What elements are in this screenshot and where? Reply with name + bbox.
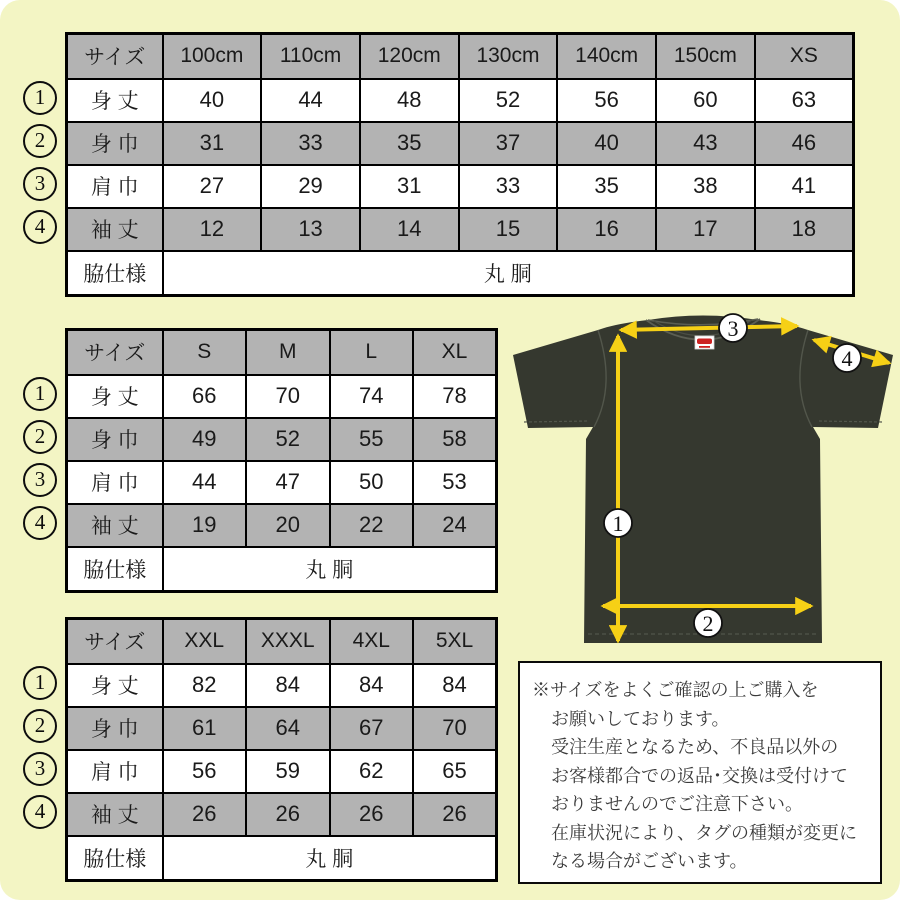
measurement-value: 27 — [163, 165, 262, 208]
measurement-value: 56 — [557, 79, 656, 122]
column-header-L: L — [330, 330, 414, 375]
notice-line: なる場合がございます。 — [551, 851, 748, 871]
measurement-value: 44 — [261, 79, 360, 122]
measurement-value: 70 — [246, 375, 330, 418]
size-header-cell: サイズ — [67, 330, 163, 375]
measurement-value: 22 — [330, 504, 414, 547]
measurement-value: 37 — [459, 122, 558, 165]
measurement-value: 13 — [261, 208, 360, 251]
row-marker-circled-2: 2 — [23, 420, 57, 454]
row-marker-circled-2: 2 — [23, 124, 57, 158]
measurement-value: 53 — [413, 461, 497, 504]
measurement-value: 46 — [755, 122, 854, 165]
size-table — [65, 32, 855, 297]
measurement-value: 49 — [163, 418, 247, 461]
measurement-value: 52 — [459, 79, 558, 122]
measurement-value: 67 — [330, 707, 414, 750]
column-header-120cm: 120cm — [360, 34, 459, 79]
measurement-value: 40 — [163, 79, 262, 122]
notice-line: ※サイズをよくご確認の上ご購入を — [532, 680, 819, 700]
measurement-value: 41 — [755, 165, 854, 208]
measurement-value: 35 — [557, 165, 656, 208]
row-label: 袖 丈 — [67, 208, 163, 251]
table-row — [67, 461, 497, 504]
column-header-140cm: 140cm — [557, 34, 656, 79]
table-row — [67, 793, 497, 836]
row-label: 身 丈 — [67, 375, 163, 418]
measurement-value: 84 — [246, 664, 330, 707]
size-table — [65, 617, 498, 882]
size-table — [65, 328, 498, 593]
measurement-value: 59 — [246, 750, 330, 793]
size-header-cell: サイズ — [67, 619, 163, 664]
measurement-value: 35 — [360, 122, 459, 165]
row-label: 身 巾 — [67, 122, 163, 165]
measurement-value: 24 — [413, 504, 497, 547]
measurement-value: 65 — [413, 750, 497, 793]
measurement-value: 64 — [246, 707, 330, 750]
measurement-value: 29 — [261, 165, 360, 208]
measurement-value: 62 — [330, 750, 414, 793]
row-label: 肩 巾 — [67, 750, 163, 793]
measurement-value: 74 — [330, 375, 414, 418]
table-row — [67, 122, 854, 165]
notice-line: 在庫状況により、タグの種類が変更に — [551, 822, 857, 843]
column-header-130cm: 130cm — [459, 34, 558, 79]
row-marker-circled-2: 2 — [23, 709, 57, 743]
row-label: 肩 巾 — [67, 165, 163, 208]
purchase-notice-box — [518, 661, 882, 884]
measurement-value: 56 — [163, 750, 247, 793]
measurement-value: 31 — [360, 165, 459, 208]
row-marker-rail — [22, 617, 62, 880]
row-marker-rail — [22, 328, 62, 591]
tshirt-measurement-diagram — [500, 306, 900, 658]
measurement-value: 84 — [413, 664, 497, 707]
measurement-value: 26 — [330, 793, 414, 836]
measurement-value: 58 — [413, 418, 497, 461]
row-label: 身 巾 — [67, 707, 163, 750]
table-row — [67, 707, 497, 750]
diagram-marker-2 — [694, 609, 722, 637]
notice-line: お願いしております。 — [551, 708, 730, 729]
tshirt-illustration — [500, 306, 900, 658]
notice-line: おりませんのでご注意下さい。 — [551, 794, 803, 814]
measurement-value: 52 — [246, 418, 330, 461]
measurement-value: 78 — [413, 375, 497, 418]
row-marker-circled-4: 4 — [23, 210, 57, 244]
row-label: 身 丈 — [67, 664, 163, 707]
row-label: 袖 丈 — [67, 504, 163, 547]
measurement-value: 40 — [557, 122, 656, 165]
measurement-value: 20 — [246, 504, 330, 547]
measurement-value: 38 — [656, 165, 755, 208]
svg-text:4: 4 — [841, 345, 853, 371]
measurement-value: 48 — [360, 79, 459, 122]
measurement-value: 15 — [459, 208, 558, 251]
column-header-100cm: 100cm — [163, 34, 262, 79]
size-header-cell: サイズ — [67, 34, 163, 79]
table-row — [67, 165, 854, 208]
measurement-value: 26 — [413, 793, 497, 836]
row-marker-circled-3: 3 — [23, 167, 57, 201]
table-row — [67, 664, 497, 707]
measurement-value: 60 — [656, 79, 755, 122]
measurement-value: 31 — [163, 122, 262, 165]
row-label: 肩 巾 — [67, 461, 163, 504]
measurement-value: 26 — [246, 793, 330, 836]
column-header-4XL: 4XL — [330, 619, 414, 664]
notice-line: お客様都合での返品･交換は受付けて — [551, 765, 848, 786]
row-label: 身 丈 — [67, 79, 163, 122]
table-row — [67, 375, 497, 418]
measurement-value: 12 — [163, 208, 262, 251]
measurement-value: 50 — [330, 461, 414, 504]
row-marker-circled-3: 3 — [23, 463, 57, 497]
row-marker-circled-1: 1 — [23, 666, 57, 700]
measurement-value: 84 — [330, 664, 414, 707]
diagram-marker-4 — [833, 344, 861, 372]
row-label: 袖 丈 — [67, 793, 163, 836]
side-spec-label: 脇仕様 — [67, 547, 163, 592]
measurement-value: 70 — [413, 707, 497, 750]
side-spec-label: 脇仕様 — [67, 836, 163, 881]
table-row — [67, 418, 497, 461]
notice-line: 受注生産となるため、不良品以外の — [551, 737, 839, 757]
column-header-150cm: 150cm — [656, 34, 755, 79]
side-spec-value: 丸 胴 — [163, 251, 854, 296]
measurement-value: 18 — [755, 208, 854, 251]
measurement-value: 43 — [656, 122, 755, 165]
column-header-XXXL: XXXL — [246, 619, 330, 664]
row-marker-circled-4: 4 — [23, 795, 57, 829]
measurement-value: 47 — [246, 461, 330, 504]
measurement-value: 82 — [163, 664, 247, 707]
measurement-value: 26 — [163, 793, 247, 836]
measurement-value: 55 — [330, 418, 414, 461]
column-header-XL: XL — [413, 330, 497, 375]
svg-text:3: 3 — [727, 315, 739, 341]
row-marker-circled-1: 1 — [23, 81, 57, 115]
measurement-value: 16 — [557, 208, 656, 251]
measurement-value: 44 — [163, 461, 247, 504]
svg-text:2: 2 — [702, 610, 714, 636]
side-spec-value: 丸 胴 — [163, 836, 497, 881]
column-header-110cm: 110cm — [261, 34, 360, 79]
row-marker-circled-1: 1 — [23, 377, 57, 411]
svg-text:1: 1 — [612, 510, 624, 536]
table-row — [67, 208, 854, 251]
measurement-value: 14 — [360, 208, 459, 251]
measurement-value: 19 — [163, 504, 247, 547]
row-marker-circled-3: 3 — [23, 752, 57, 786]
measurement-value: 66 — [163, 375, 247, 418]
measurement-value: 33 — [459, 165, 558, 208]
column-header-XXL: XXL — [163, 619, 247, 664]
row-marker-rail — [22, 32, 62, 295]
measurement-value: 61 — [163, 707, 247, 750]
diagram-marker-1 — [604, 509, 632, 537]
table-row — [67, 504, 497, 547]
column-header-S: S — [163, 330, 247, 375]
side-spec-value: 丸 胴 — [163, 547, 497, 592]
table-row — [67, 79, 854, 122]
column-header-XS: XS — [755, 34, 854, 79]
collar-brand-tag — [695, 336, 714, 349]
diagram-marker-3 — [719, 314, 747, 342]
column-header-5XL: 5XL — [413, 619, 497, 664]
table-row — [67, 750, 497, 793]
measurement-value: 33 — [261, 122, 360, 165]
measurement-value: 17 — [656, 208, 755, 251]
side-spec-label: 脇仕様 — [67, 251, 163, 296]
measurement-value: 63 — [755, 79, 854, 122]
row-marker-circled-4: 4 — [23, 506, 57, 540]
row-label: 身 巾 — [67, 418, 163, 461]
column-header-M: M — [246, 330, 330, 375]
